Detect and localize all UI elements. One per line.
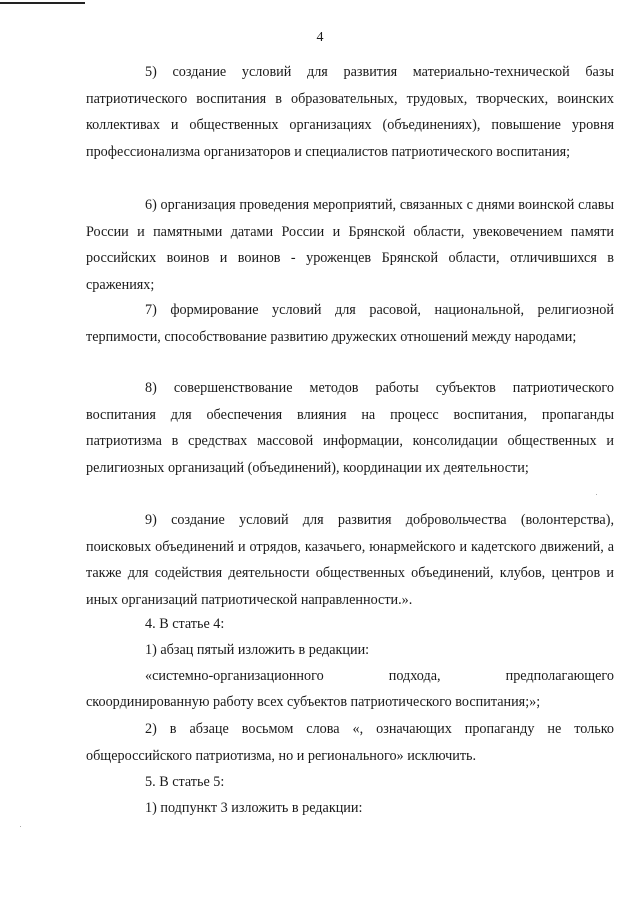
paragraph-item-9: 9) создание условий для развития добровольчества (волонтерства), поисковых объединений и отрядов, казачьего, юнармейского и кадетского движений, а также для содействия деятельности общественных объединений, клубов, центров и иных организаций патриотической направленности.». bbox=[86, 512, 614, 608]
scan-speck bbox=[596, 494, 597, 495]
article-4-quote-line-1: «системно-организационного подхода, предполагающего bbox=[145, 668, 614, 684]
scan-speck bbox=[20, 826, 21, 827]
article-5-subitem-1: 1) подпункт 3 изложить в редакции: bbox=[145, 800, 363, 816]
paragraph-item-7: 7) формирование условий для расовой, национальной, религиозной терпимости, способствование развитию дружеских отношений между народами; bbox=[86, 302, 614, 345]
top-rule bbox=[0, 2, 85, 4]
article-4-subitem-2: 2) в абзаце восьмом слова «, означающих пропаганду не только общероссийского патриотизма, но и регионального» исключить. bbox=[86, 721, 614, 764]
paragraph-item-5: 5) создание условий для развития материально-технической базы патриотического воспитания в образовательных, трудовых, творческих, воинских коллективах и общественных организациях (объединениях), повышение уровня профессионализма организаторов и специалистов патриотического воспитания; bbox=[86, 64, 614, 160]
paragraph-item-6: 6) организация проведения мероприятий, связанных с днями воинской славы России и памятными датами России и Брянской области, увековечением памяти российских воинов и воинов - уроженцев Брянской области, отличившихся в сражениях; bbox=[86, 197, 614, 293]
article-4-heading: 4. В статье 4: bbox=[145, 616, 225, 632]
article-5-heading: 5. В статье 5: bbox=[145, 774, 225, 790]
article-4-subitem-1: 1) абзац пятый изложить в редакции: bbox=[145, 642, 370, 658]
paragraph-item-8: 8) совершенствование методов работы субъектов патриотического воспитания для обеспечения влияния на процесс воспитания, пропаганды патриотизма в средствах массовой информации, консолидации общественных и религиозных организаций (объединений), координации их деятельности; bbox=[86, 380, 614, 476]
page-number: 4 bbox=[316, 30, 324, 45]
article-4-quote-line-2: скоординированную работу всех субъектов патриотического воспитания;»; bbox=[86, 694, 541, 710]
